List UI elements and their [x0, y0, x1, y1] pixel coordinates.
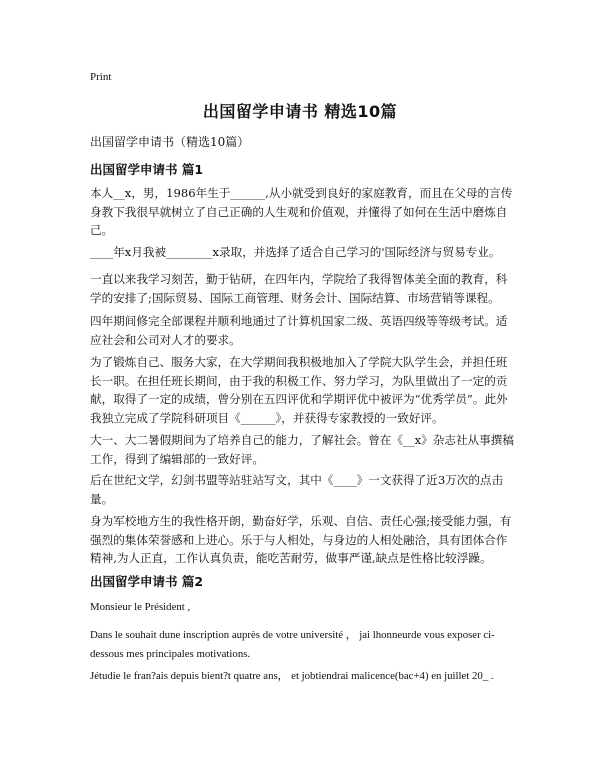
section-heading-1: 出国留学申请书 篇1	[90, 162, 204, 177]
paragraph: ____年x月我被________x录取，并选择了适合自己学习的'国际经济与贸易专业。	[90, 245, 501, 259]
paragraph: Dans le souhait dune inscription auprès de votre université ， jai lhonneurde vous exposer ci-dessous mes principales motivations.	[90, 629, 495, 660]
paragraph: 为了锻炼自己、服务大家，在大学期间我积极地加入了学院大队学生会，并担任班长一职。在担任班长期间，由于我的积极工作、努力学习，为队里做出了一定的贡献，取得了一定的成绩，曾分别在五四评优和学期评优中被评为“优秀学员”。此外我独立完成了学院科研项目《______》，并获得专家教授的一致好评。	[90, 355, 508, 425]
paragraph: 后在世纪文学，幻剑书盟等站驻站写文，其中《____》一文获得了近3万次的点击量。	[90, 473, 504, 506]
paragraph: Monsieur le Président ,	[90, 601, 191, 613]
document-subtitle: 出国留学申请书（精选10篇）	[90, 135, 250, 149]
print-label: Print	[90, 71, 112, 83]
paragraph: 本人__x，男，1986年生于______,从小就受到良好的家庭教育，而且在父母的言传身教下我很早就树立了自己正确的人生观和价值观，并懂得了如何在生活中磨炼自己。	[90, 186, 513, 237]
paragraph: 四年期间修完全部课程并顺利地通过了计算机国家二级、英语四级等等级考试。适应社会和公司对人才的要求。	[90, 314, 508, 347]
paragraph: 身为军校地方生的我性格开朗，勤奋好学，乐观、自信、责任心强;接受能力强，有强烈的集体荣誉感和上进心。乐于与人相处，与身边的人相处融洽，具有团体合作精神,为人正直，工作认真负责，能吃苦耐劳，做事严谨,缺点是性格比较浮躁。	[90, 514, 512, 565]
paragraph: 一直以来我学习刻苦，勤于钻研，在四年内，学院给了我得智体美全面的教育，科学的安排了;国际贸易、国际工商管理、财务会计、国际结算、市场营销等课程。	[90, 272, 508, 305]
paragraph: 大一、大二暑假期间为了培养自己的能力，了解社会。曾在《__x》杂志社从事撰稿工作，得到了编辑部的一致好评。	[90, 433, 514, 466]
document-title: 出国留学申请书 精选10篇	[202, 102, 398, 121]
paragraph: Jétudie le fran?ais depuis bient?t quatre ans， et jobtiendrai malicence(bac+4) en juillet 20_ .	[90, 670, 494, 682]
section-heading-2: 出国留学申请书 篇2	[90, 574, 204, 589]
